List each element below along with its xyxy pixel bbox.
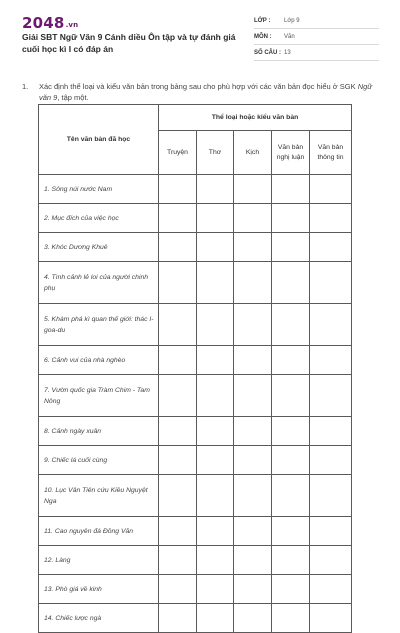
meta-subject [254, 30, 379, 45]
answer-cell[interactable] [272, 262, 310, 304]
answer-cell[interactable] [159, 262, 197, 304]
meta-subject-label: MÔN : [254, 34, 272, 40]
answer-cell[interactable] [159, 575, 197, 604]
header-poetry: Thơ [197, 131, 234, 175]
header-drama: Kịch [234, 131, 272, 175]
answer-cell[interactable] [197, 446, 234, 475]
answer-cell[interactable] [310, 233, 352, 262]
answer-cell[interactable] [272, 604, 310, 633]
text-title-cell: 3. Khóc Dương Khuê [39, 233, 159, 262]
header-story: Truyện [159, 131, 197, 175]
answer-cell[interactable] [159, 175, 197, 204]
text-title-cell: 6. Cảnh vui của nhà nghèo [39, 346, 159, 375]
question-text [39, 81, 382, 103]
answer-cell[interactable] [159, 475, 197, 517]
meta-question-count [254, 46, 379, 61]
table-row [39, 546, 352, 575]
answer-cell[interactable] [197, 304, 234, 346]
answer-cell[interactable] [272, 517, 310, 546]
table-row [39, 233, 352, 262]
answer-cell[interactable] [310, 304, 352, 346]
answer-cell[interactable] [159, 446, 197, 475]
answer-cell[interactable] [234, 475, 272, 517]
logo-text: 2048 [22, 14, 65, 32]
answer-cell[interactable] [197, 375, 234, 417]
meta-grade-value: Lớp 9 [284, 18, 300, 24]
answer-cell[interactable] [197, 233, 234, 262]
answer-cell[interactable] [272, 304, 310, 346]
answer-cell[interactable] [234, 604, 272, 633]
table-row [39, 575, 352, 604]
answer-cell[interactable] [310, 346, 352, 375]
answer-cell[interactable] [234, 517, 272, 546]
header-text-name: Tên văn bản đã học [39, 105, 159, 175]
answer-cell[interactable] [234, 446, 272, 475]
answer-cell[interactable] [272, 475, 310, 517]
meta-grade-label: LỚP : [254, 18, 271, 24]
question-number: 1. [22, 82, 29, 91]
answer-cell[interactable] [197, 546, 234, 575]
answer-cell[interactable] [310, 604, 352, 633]
logo-suffix: .vn [65, 21, 79, 29]
answer-cell[interactable] [234, 375, 272, 417]
table-row [39, 475, 352, 517]
meta-grade [254, 14, 379, 29]
answer-cell[interactable] [159, 304, 197, 346]
answer-cell[interactable] [310, 546, 352, 575]
answer-cell[interactable] [159, 204, 197, 233]
table-row [39, 262, 352, 304]
page-header [0, 0, 400, 62]
table-row [39, 304, 352, 346]
site-logo[interactable] [22, 14, 78, 32]
text-title-cell: 8. Cảnh ngày xuân [39, 417, 159, 446]
text-title-cell: 7. Vườn quốc gia Tràm Chim - Tam Nông [39, 375, 159, 417]
answer-cell[interactable] [272, 204, 310, 233]
text-title-cell: 1. Sông núi nước Nam [39, 175, 159, 204]
answer-cell[interactable] [234, 546, 272, 575]
answer-cell[interactable] [234, 175, 272, 204]
answer-cell[interactable] [272, 417, 310, 446]
answer-cell[interactable] [197, 475, 234, 517]
answer-cell[interactable] [234, 233, 272, 262]
table-row [39, 604, 352, 633]
answer-cell[interactable] [197, 175, 234, 204]
answer-cell[interactable] [159, 346, 197, 375]
answer-cell[interactable] [272, 375, 310, 417]
answer-cell[interactable] [159, 546, 197, 575]
page-title: Giải SBT Ngữ Văn 9 Cánh diều Ôn tập và tự đánh giá cuối học kì I có đáp án [22, 32, 236, 54]
answer-cell[interactable] [272, 446, 310, 475]
text-title-cell: 11. Cao nguyên đá Đồng Văn [39, 517, 159, 546]
answer-cell[interactable] [159, 375, 197, 417]
question-book-title: Ngữ văn 9 [39, 82, 373, 102]
answer-cell[interactable] [197, 417, 234, 446]
table-body [39, 175, 352, 633]
text-title-cell: 9. Chiếc lá cuối cùng [39, 446, 159, 475]
table-row [39, 346, 352, 375]
question-text-before: Xác định thể loại và kiểu văn bản trong bảng sau cho phù hợp với các văn bản đọc hiểu ở SGK [39, 82, 358, 91]
text-title-cell: 4. Tình cảnh lẻ loi của người chinh phụ [39, 262, 159, 304]
meta-question-count-label: SỐ CÂU : [254, 50, 281, 56]
table-row [39, 204, 352, 233]
meta-subject-value: Văn [284, 34, 295, 40]
table-row [39, 417, 352, 446]
answer-cell[interactable] [310, 375, 352, 417]
header-informational: Văn bản thông tin [310, 131, 352, 175]
answer-cell[interactable] [310, 475, 352, 517]
answer-cell[interactable] [197, 262, 234, 304]
answer-cell[interactable] [310, 262, 352, 304]
header-argumentative: Văn bản nghị luận [272, 131, 310, 175]
answer-cell[interactable] [272, 346, 310, 375]
text-title-cell: 13. Phò giá về kinh [39, 575, 159, 604]
answer-cell[interactable] [159, 417, 197, 446]
answer-cell[interactable] [197, 604, 234, 633]
answer-cell[interactable] [310, 575, 352, 604]
answer-cell[interactable] [310, 175, 352, 204]
table-row [39, 517, 352, 546]
answer-cell[interactable] [272, 546, 310, 575]
answer-cell[interactable] [234, 304, 272, 346]
answer-cell[interactable] [310, 517, 352, 546]
answer-cell[interactable] [197, 204, 234, 233]
question-text-after: , tập một. [57, 93, 89, 102]
answer-cell[interactable] [234, 204, 272, 233]
answer-cell[interactable] [272, 575, 310, 604]
answer-cell[interactable] [310, 417, 352, 446]
table-row [39, 175, 352, 204]
table-row [39, 446, 352, 475]
table-row [39, 375, 352, 417]
answer-cell[interactable] [197, 346, 234, 375]
answer-cell[interactable] [197, 575, 234, 604]
text-title-cell: 5. Khám phá kì quan thế giới: thác I-goa-du [39, 304, 159, 346]
answer-cell[interactable] [197, 517, 234, 546]
header-genre-group: Thể loại hoặc kiểu văn bản [159, 105, 352, 131]
answer-cell[interactable] [159, 517, 197, 546]
text-title-cell: 2. Mục đích của việc học [39, 204, 159, 233]
text-title-cell: 10. Lục Vân Tiên cứu Kiều Nguyệt Nga [39, 475, 159, 517]
answer-cell[interactable] [310, 446, 352, 475]
answer-cell[interactable] [234, 262, 272, 304]
answer-table [38, 104, 352, 633]
answer-cell[interactable] [234, 575, 272, 604]
answer-cell[interactable] [159, 233, 197, 262]
answer-cell[interactable] [310, 204, 352, 233]
answer-cell[interactable] [272, 175, 310, 204]
meta-question-count-value: 13 [284, 50, 291, 56]
answer-cell[interactable] [272, 233, 310, 262]
answer-cell[interactable] [159, 604, 197, 633]
text-title-cell: 12. Làng [39, 546, 159, 575]
answer-cell[interactable] [234, 417, 272, 446]
text-title-cell: 14. Chiếc lược ngà [39, 604, 159, 633]
answer-cell[interactable] [234, 346, 272, 375]
